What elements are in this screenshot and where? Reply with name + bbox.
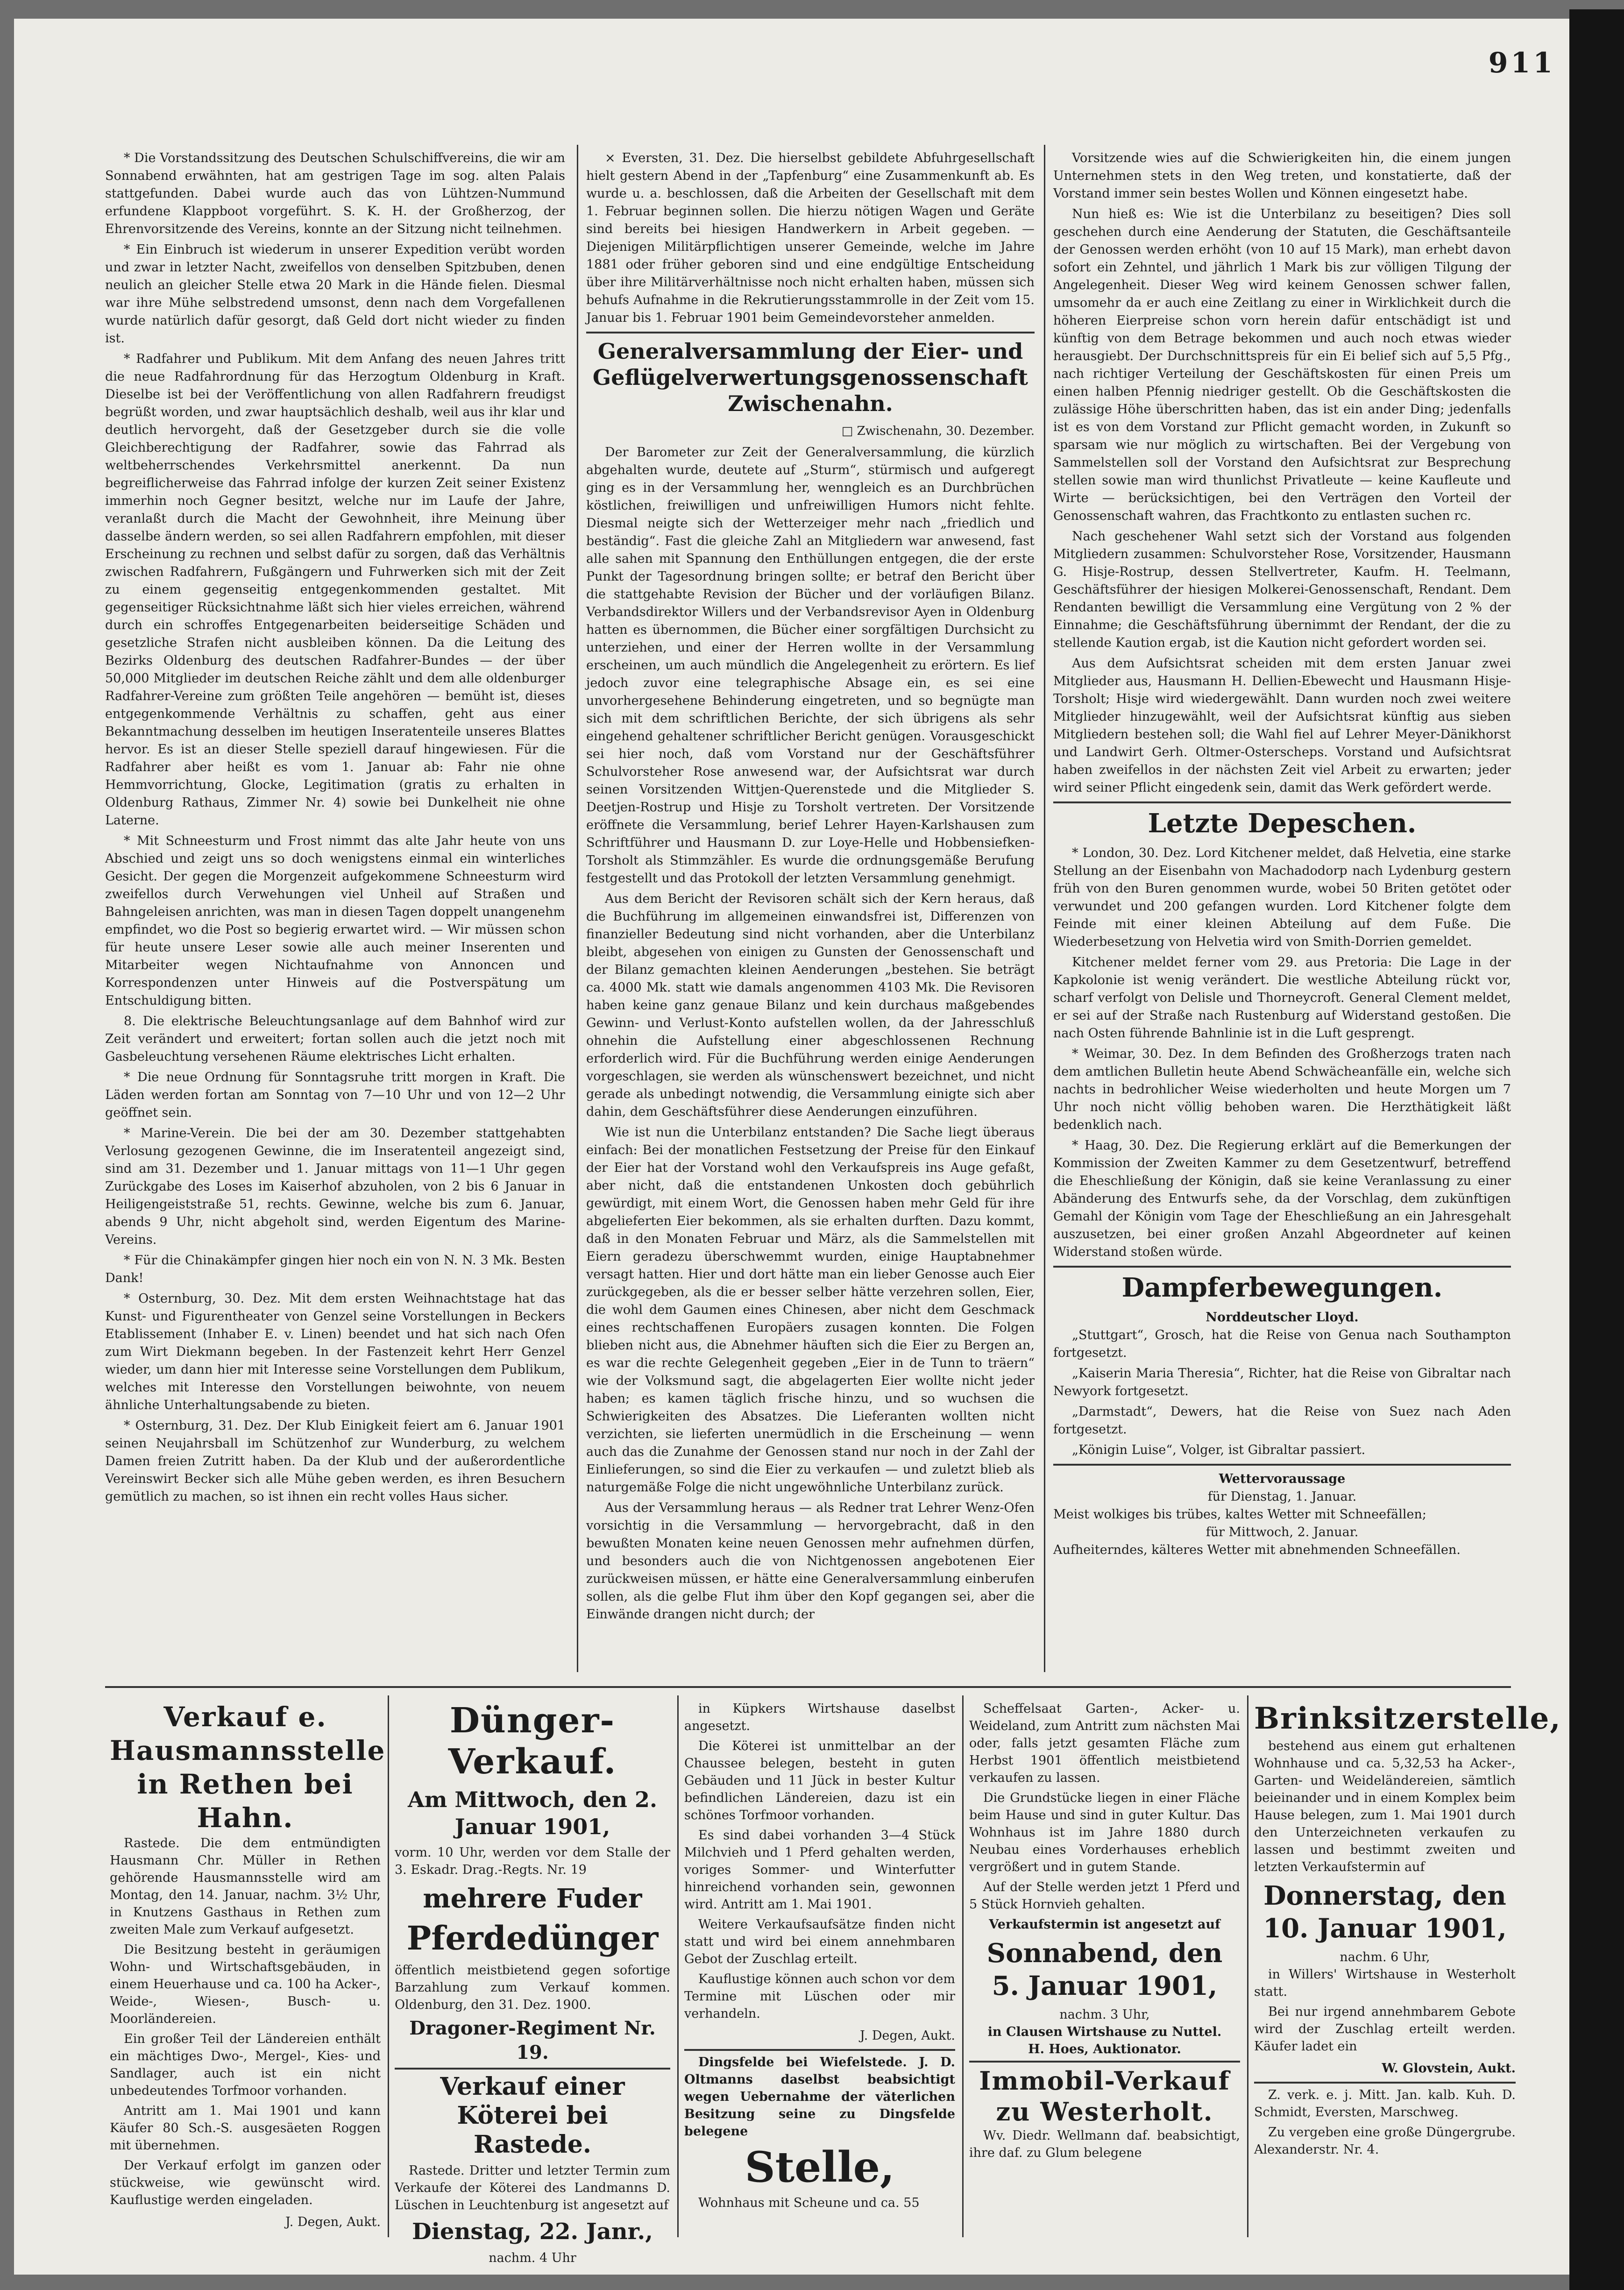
- ad-stelle-body: Dingsfelde bei Wiefelstede. J. D. Oltmanns daselbst beabsichtigt wegen Uebernahme der väterlichen Besitzung seine zu Dingsfelde belegene: [684, 2055, 955, 2139]
- article-genossenschaft-3: Nach geschehener Wahl setzt sich der Vorstand aus folgenden Mitgliedern zusammen: Schulvorsteher Rose, Vorsitzender, Hausmann G. Hisje-Rostrup, dessen Stellvertreter, Kaufm. H. Teelmann, Geschäftsführer der hiesigen Molkerei-Genossenschaft, Rendant. Dem Rendanten bewilligt die Versammlung eine Vergütung von 2 % der Einnahme; die Geschäftsführung übernimmt der Rendant, der die zu stellende Kaution ergab, ist die Kaution nicht gefordert worden sei.: [1053, 529, 1511, 650]
- ads-top-rule: [105, 1686, 1511, 1688]
- ad-dingsfelde-p2: Die Grundstücke liegen in einer Fläche beim Hause und sind in guter Kultur. Das Wohnhaus ist im Jahre 1880 durch Neubau eines Vorderhauses erheblich vergrößert und in gutem Stande.: [969, 1791, 1240, 1874]
- article-genossenschaft-2: Nun hieß es: Wie ist die Unterbilanz zu beseitigen? Dies soll geschehen durch eine Aenderung der Statuten, die Geschäftsanteile der Genossen werden erhöht (von 10 auf 15 Mark), man erhebt davon sofort ein Zehntel, und jährlich 1 Mark bis zur völligen Tilgung der Angelegenheit. Dieser Weg wird keinem Genossen schwer fallen, umsomehr da er auch eine Zeitlang zu einer in Wirklichkeit durch die höheren Eierpreise schon vorn herein dafür entschädigt ist und künftig von dem Betrage bekommen und auch noch etwas wieder herausgiebt. Der Durchschnittspreis für ein Ei belief sich auf 5,5 Pfg., nach richtiger Verteilung der Geschäftskosten für einen Preis um einen halben Pfennig niedriger gestellt. Ob die Geschäftskosten die zulässige Höhe überschritten haben, das ist ein ander Ding; jedenfalls ist es von dem Vorstand zur Pflicht gemacht worden, in Zukunft so sparsam wie nur möglich zu wirtschaften. Bei der Vergebung von Sammelstellen soll der Vorstand den Aufsichtsrat zur Besprechung stellen sowie man wird thunlichst Privatleute — keine Kaufleute und Wirte — berücksichtigen, bei den Verträgen den Vorteil der Genossenschaft wahren, das Frachtkonto zu entlasten suchen rc.: [1053, 207, 1511, 523]
- newspaper-page: [14, 19, 1569, 2275]
- ad-duenger-rule: [395, 2068, 670, 2070]
- ad-koeterei-p3: Es sind dabei vorhanden 3—4 Stück Milchvieh und 1 Pferd gehalten werden, voriges Sommer- und Winterfutter hinreichend vorhanden sein, gewonnen wird. Antritt am 1. Mai 1901.: [684, 1828, 955, 1912]
- ad-brinksitzerstelle-body: bestehend aus einem gut erhaltenen Wohnhause und ca. 5,32,53 ha Acker-, Garten- und Weideländereien, sämtlich beieinander und in einem Komplex beim Hause belegen, zum 1. Mai 1901 durch den Unterzeichneten verkaufen zu lassen und bestimmt zweiten und letzten Verkaufstermin auf: [1254, 1739, 1516, 1874]
- ad-koeterei-time: nachm. 4 Uhr: [489, 2251, 576, 2265]
- article-genossenschaft-1: Vorsitzende wies auf die Schwierigkeiten hin, die einem jungen Unternehmen stets in den Weg treten, und konstatierte, daß der Vorstand immer sein bestes Wollen und Können eingesetzt habe.: [1053, 151, 1511, 201]
- article-eversten: × Eversten, 31. Dez. Die hierselbst gebildete Abfuhrgesellschaft hielt gestern Abend in der „Tapfenburg“ eine Zusammenkunft ab. Es wurde u. a. beschlossen, daß die Arbeiten der Gesellschaft mit dem 1. Februar beginnen sollen. Die hierzu nötigen Wagen und Geräte sind bereits bei hiesigen Handwerkern in Arbeit gegeben. — Diejenigen Militärpflichtigen unserer Gemeinde, welche im Jahre 1881 oder früher geboren sind und eine endgültige Entscheidung über ihre Militärverhältnisse noch nicht erhalten haben, müssen sich behufs Aufnahme in die Rekrutierungsstammrolle in der Zeit vom 15. Januar bis 1. Februar 1901 beim Gemeindevorsteher anmelden.: [586, 151, 1035, 325]
- ad-stelle-body3: Wohnhaus mit Scheune und ca. 55: [698, 2196, 920, 2210]
- scanner-edge: [1569, 9, 1624, 2290]
- ad-koeterei-title: Verkauf einer Köterei bei Rastede.: [440, 2072, 625, 2159]
- article-beleuchtung: 8. Die elektrische Beleuchtungsanlage auf dem Bahnhof wird zur Zeit verändert und erweitert; fortan sollen auch die jetzt noch mit Gasbeleuchtung versehenen Räume elektrisches Licht erhalten.: [105, 1014, 565, 1064]
- ad-duenger-big1: mehrere Fuder: [423, 1883, 642, 1914]
- column-1: [105, 149, 565, 1672]
- ad-rule-3: [962, 1695, 964, 2237]
- section-rule: [1053, 1266, 1511, 1268]
- ad-brinksitzerstelle-body2: Bei nur irgend annehmbarem Gebote wird der Zuschlag erteilt werden. Käufer ladet ein: [1254, 2005, 1516, 2054]
- ad-small-kuh: Z. verk. e. j. Mitt. Jan. kalb. Kuh. D. Schmidt, Eversten, Marschweg.: [1254, 2088, 1516, 2120]
- ad-brinksitzerstelle-signature: W. Glovstein, Aukt.: [1382, 2061, 1516, 2076]
- ad-immobil-rule: [969, 2061, 1240, 2063]
- ship-darmstadt: „Darmstadt“, Dewers, hat die Reise von Suez nach Aden fortgesetzt.: [1053, 1404, 1511, 1437]
- ad-duenger-body: vorm. 10 Uhr, werden vor dem Stalle der 3. Eskadr. Drag.-Regts. Nr. 19: [395, 1845, 670, 1877]
- ad-koeterei-p1: in Küpkers Wirtshause daselbst angesetzt.: [684, 1702, 955, 1733]
- ad-brinksitzerstelle-title: Brinksitzerstelle,: [1254, 1701, 1561, 1736]
- ad-koeterei-p2: Die Köterei ist unmittelbar an der Chaussee belegen, besteht in guten Gebäuden und 11 Jück in bester Kultur befindlichen Ländereien, dazu ist ein schönes Torfmoor vorhanden.: [684, 1739, 955, 1822]
- ad-duenger: [395, 1700, 670, 2265]
- article-sonntagsruhe: * Die neue Ordnung für Sonntagsruhe tritt morgen in Kraft. Die Läden werden fortan am Sonntag von 7—10 Uhr und von 12—2 Uhr geöffnet sein.: [105, 1070, 565, 1120]
- ad-brinksitzerstelle-place: in Willers' Wirtshause in Westerholt statt.: [1254, 1967, 1516, 1999]
- ad-koeterei-p4: Weitere Verkaufsaufsätze finden nicht statt und wird bei einem annehmbaren Gebot der Zuschlag erteilt.: [684, 1917, 955, 1966]
- ad-hausmannsstelle: [110, 1700, 386, 2251]
- article-osternburg-2: * Osternburg, 31. Dez. Der Klub Einigkeit feiert am 6. Januar 1901 seinen Neujahrsball im Schützenhof zur Wunderburg, zu welchem Damen freien Zutritt haben. Da der Klub und der außerordentliche Vereinswirt Becker sich alle Mühe geben werden, es ihren Besuchern gemütlich zu machen, so ist ihnen ein recht volles Haus sicher.: [105, 1418, 565, 1504]
- weather-line-3: für Mittwoch, 2. Januar.: [1206, 1525, 1359, 1539]
- ad-koeterei-date: Dienstag, 22. Janr.,: [412, 2219, 653, 2245]
- headline-dampferbewegungen: Dampferbewegungen.: [1121, 1272, 1443, 1303]
- ad-immobil-title: Immobil-Verkauf zu Westerholt.: [979, 2066, 1230, 2127]
- ad-dingsfelde-p3: Auf der Stelle werden jetzt 1 Pferd und 5 Stück Hornvieh gehalten.: [969, 1880, 1240, 1912]
- article-generalversammlung-3: Wie ist nun die Unterbilanz entstanden? Die Sache liegt überaus einfach: Bei der monatlichen Festsetzung der Preise für den Einkauf der Eier hat der Vorstand wohl den Verkaufspreis ins Auge gefaßt, aber nicht, daß die entstandenen Unkosten doch gebührlich gewürdigt, mit einem Wort, die Genossen haben mehr Geld für ihre abgelieferten Eier bekommen, als sie erhalten durften. Dazu kommt, daß in den Monaten Februar und März, als die Sammelstellen mit Eiern geradezu überschwemmt wurden, einige Hauptabnehmer versagt hatten. Hier und dort hätte man ein lieber Genosse auch Eier zurückgegeben, als die er besser selber hätte verzehren sollen, Eier, die wohl dem Gaumen eines Chinesen, aber nicht dem Geschmack eines rechtschaffenen Europäers zusagen konnten. Die Folgen blieben nicht aus, die Abnehmer häuften sich die Eier zu Bergen an, es war die rechte Gelegenheit gegeben „Eier in de Tunn to träern“ wie der Volksmund sagt, die abgelagerten Eier wollte nicht jeder haben; es kamen täglich frische hinzu, und so wuchsen die Schwierigkeiten des Absatzes. Die Lieferanten wollten nicht verzichten, sie lieferten unermüdlich in die Erscheinung — wenn auch das die Zunahme der Genossen stand nur noch in der Zahl der Einlieferungen, so sind die Eier zu verkaufen — und zuletzt blieb als naturgemäße Folge die nicht ungewöhnliche Unterbilanz zurück.: [586, 1125, 1035, 1495]
- ad-dingsfelde-signature: H. Hoes, Auktionator.: [1028, 2042, 1181, 2056]
- column-3: [1053, 149, 1511, 1672]
- article-chinakaempfer: * Für die Chinakämpfer gingen hier noch ein von N. N. 3 Mk. Besten Dank!: [105, 1253, 565, 1285]
- ad-dingsfelde-time: nachm. 3 Uhr,: [1059, 2007, 1150, 2022]
- ad-duenger-date: Am Mittwoch, den 2. Januar 1901,: [408, 1787, 657, 1839]
- ad-stelle-rule: [684, 2049, 955, 2051]
- ad-koeterei-cont: [684, 1700, 955, 2251]
- article-schneesturm: * Mit Schneesturm und Frost nimmt das alte Jahr heute von uns Abschied und zeigt uns so doch wenigstens einmal ein winterliches Gesicht. Der gegen die Morgenzeit aufgekommene Schneesturm wird zweifellos durch Verwehungen viel Unheil auf Straßen und Bahngeleisen anrichten, was man in diesen Tagen doppelt unangenehm empfindet, wo die Post so begierig erwartet wird. — Wir müssen schon für heute unsere Leser sowie alle auch meiner Inserenten und Mitarbeiter wegen Nichtaufnahme von Annoncen und Korrespondenzen unter Hinweis auf die Postverspätung um Entschuldigung bitten.: [105, 834, 565, 1008]
- ad-brinksitzerstelle-time: nachm. 6 Uhr,: [1340, 1950, 1430, 1964]
- ad-rule-1: [388, 1695, 389, 2237]
- ad-duenger-title: Dünger-Verkauf.: [448, 1701, 617, 1782]
- ad-koeterei-signature: J. Degen, Aukt.: [859, 2028, 955, 2043]
- depesche-weimar: * Weimar, 30. Dez. In dem Befinden des Großherzogs traten nach dem amtlichen Bulletin heute Abend Schwächeanfälle ein, welche sich nachts in bedrohlicher Weise wiederholten und heute Morgen um 7 Uhr noch nicht völlig behoben waren. Die Herzthätigkeit läßt bedenklich nach.: [1053, 1047, 1511, 1132]
- ad-koeterei-p5: Kauflustige können auch schon vor dem Termine mit Lüschen oder mir verhandeln.: [684, 1972, 955, 2021]
- section-rule: [1053, 801, 1511, 803]
- article-radfahrer: * Radfahrer und Publikum. Mit dem Anfang des neuen Jahres tritt die neue Radfahrordnung für das Herzogtum Oldenburg in Kraft. Dieselbe ist bei der Veröffentlichung von allen Radfahrern freudigst begrüßt worden, und zwar hauptsächlich deshalb, weil aus ihr klar und deutlich hervorgeht, daß der Gesetzgeber durch sie die volle Gleichberechtigung der Radfahrer, sowie das Fahrrad als weltbeherrschendes Verkehrsmittel anerkennt. Da nun begreiflicherweise das Fahrrad infolge der kurzen Zeit seiner Existenz immerhin noch Gegner besitzt, welche nur im Laufe der Jahre, veranlaßt durch die Macht der Gewohnheit, ihre Meinung über dasselbe ändern werden, so sei allen Radfahrern empfohlen, mit dieser Erscheinung zu rechnen und selbst dafür zu sorgen, daß das Verhältnis zwischen Radfahrern, Fußgängern und Fuhrwerken sich mit der Zeit zu einem gegenseitig entgegenkommenden gestaltet. Mit gegenseitiger Rücksichtnahme läßt sich hier vieles erreichen, während durch ein schroffes Entgegenarbeiten beiderseitige Schäden und gesetzliche Strafen nicht ausbleiben können. Da die Leitung des Bezirks Oldenburg des deutschen Radfahrer-Bundes — der über 50,000 Mitglieder im deutschen Reiche zählt und dem alle oldenburger Radfahrer-Vereine zum größten Teile angehören — bemüht ist, dieses entgegenkommende Verhältnis zu schaffen, geht aus einer Bekanntmachung desselben im heutigen Inseratenteile unseres Blattes hervor. Es ist an dieser Stelle speziell darauf hingewiesen. Für die Radfahrer aber heißt es vom 1. Januar ab: Fahr nie ohne Hemmvorrichtung, Glocke, Legitimation (gratis zu erhalten in Oldenburg Rathaus, Zimmer Nr. 4) sowie bei Dunkelheit nie ohne Laterne.: [105, 352, 565, 828]
- dateline-zwischenahn: □ Zwischenahn, 30. Dezember.: [841, 424, 1035, 438]
- depesche-london: * London, 30. Dez. Lord Kitchener meldet, daß Helvetia, eine starke Stellung an der Eisenbahn von Machadodorp nach Lydenburg gestern früh von den Buren genommen wurde, wobei 50 Briten getötet oder verwundet und 200 gefangen wurden. Lord Kitchener folgte dem Feinde mit einer kleinen Abteilung auf dem Fuße. Die Wiederbesetzung von Helvetia wird von Smith-Dorrien gemeldet.: [1053, 846, 1511, 949]
- ad-duenger-body2: öffentlich meistbietend gegen sofortige Barzahlung zum Verkauf kommen. Oldenburg, den 31. Dez. 1900.: [395, 1963, 670, 2012]
- column-rule-2: [1044, 145, 1045, 1672]
- article-marine-verein: * Marine-Verein. Die bei der am 30. Dezember stattgehabten Verlosung gezogenen Gewinne, die im Inseratenteil angezeigt sind, sind am 31. Dezember und 1. Januar mittags von 11—1 Uhr gegen Zurückgabe des Loses im Kaiserhof abzuholen, von 2 bis 6 Januar in Heiligengeiststraße 51, rechts. Gewinne, welche bis zum 6. Januar, abends 9 Uhr, nicht abgeholt sind, werden Eigentum des Marine-Vereins.: [105, 1126, 565, 1247]
- column-rule-1: [577, 145, 578, 1672]
- weather-title: Wettervoraussage: [1219, 1472, 1346, 1486]
- section-rule: [586, 332, 1035, 333]
- ad-rule-2: [677, 1695, 679, 2237]
- section-rule: [1053, 1464, 1511, 1466]
- ad-stelle-big: Stelle,: [745, 2142, 895, 2192]
- article-osternburg-1: * Osternburg, 30. Dez. Mit dem ersten Weihnachtstage hat das Kunst- und Figurentheater von Genzel seine Vorstellungen in Beckers Etablissement (Inhaber E. v. Linen) beendet und hat sich nach Ofen zum Wirt Diekmann begeben. In der Fastenzeit kehrt Herr Genzel wieder, um dann hier mit Interesse seine Vorstellungen dem Publikum, welches mit Interesse den Vorstellungen beiwohnte, von neuem ähnliche Unterhaltungsabende zu bieten.: [105, 1291, 565, 1412]
- ad-hausmannsstelle-title: Verkauf e. Hausmannsstelle in Rethen bei Hahn.: [110, 1701, 386, 1834]
- article-generalversammlung-1: Der Barometer zur Zeit der Generalversammlung, die kürzlich abgehalten wurde, deutete auf „Sturm“, stürmisch und aufgeregt ging es in der Versammlung her, wenngleich es an Durchbrüchen köstlichen, freiwilligen und unfreiwilligen Humors nicht fehlte. Diesmal neigte sich der Wetterzeiger mehr nach „friedlich und beständig“. Fast die gleiche Zahl an Mitgliedern war anwesend, fast alle sahen mit Spannung den Enthüllungen entgegen, die der erste Punkt der Tagesordnung bringen sollte; er betraf den Bericht über die stattgehabte Revision der Bücher und der vorläufigen Bilanz. Verbandsdirektor Willers und der Verbandsrevisor Ayen in Oldenburg hatten es übernommen, die Bücher einer sorgfältigen Durchsicht zu unterziehen, und einer der Herren wollte in der Versammlung erscheinen, um auch mündlich die Angelegenheit zu erörtern. Es lief jedoch zuvor eine telegraphische Absage ein, es sei eine unvorhergesehene Behinderung eingetreten, und so begnügte man sich mit dem schriftlichen Berichte, der sich übrigens als sehr eingehend gehaltener schriftlicher Bericht genügen. Vorausgeschickt sei hier noch, daß vom Vorstand nur der Geschäftsführer Schulvorsteher Rose anwesend war, der Aufsichtsrat war durch seinen Vorsitzenden Wittjen-Querenstede und die Mitglieder S. Deetjen-Rostrup und Hisje zu Torsholt vertreten. Der Vorsitzende eröffnete die Versammlung, berief Lehrer Hayen-Karlshausen zum Schriftführer und Hausmann D. zur Loye-Helle und Hobbensiefken-Torsholt als Stimmzähler. Es wurde die ordnungsgemäße Berufung festgestellt und das Protokoll der letzten Versammlung genehmigt.: [586, 445, 1035, 886]
- ad-small-duengergrube: Zu vergeben eine große Düngergrube. Alexanderstr. Nr. 4.: [1254, 2125, 1516, 2157]
- ad-dingsfelde-date: Sonnabend, den 5. Januar 1901,: [986, 1938, 1223, 2001]
- headline-letzte-depeschen: Letzte Depeschen.: [1148, 808, 1417, 839]
- ad-rule-4: [1247, 1695, 1248, 2237]
- page-number: 911: [1488, 47, 1555, 79]
- article-genossenschaft-4: Aus dem Aufsichtsrat scheiden mit dem ersten Januar zwei Mitglieder aus, Hausmann H. Dellien-Ebewecht und Hausmann Hisje-Torsholt; Hisje wird wiedergewählt. Dann wurden noch zwei weitere Mitglieder hinzugewählt, weil der Aufsichtsrat künftig aus sieben Mitgliedern bestehen soll; die Wahl fiel auf Lehrer Meyer-Dänikhorst und Landwirt Gerh. Oltmer-Osterscheps. Vorstand und Aufsichtsrat haben zweifellos in der nächsten Zeit viel Arbeit zu erwarten; jeder wird seiner Pflicht eingedenk sein, damit das Werk gefördert werde.: [1053, 656, 1511, 795]
- ship-koenigin-luise: „Königin Luise“, Volger, ist Gibraltar passiert.: [1072, 1443, 1366, 1457]
- ad-hausmannsstelle-p3: Ein großer Teil der Ländereien enthält ein mächtiges Dwo-, Mergel-, Kies- und Sandlager, auch ist ein nicht unbedeutendes Torfmoor vorhanden.: [110, 2032, 381, 2098]
- ad-dingsfelde-cont: [969, 1700, 1240, 2251]
- subhead-lloyd: Norddeutscher Lloyd.: [1206, 1310, 1359, 1325]
- ad-hausmannsstelle-p5: Der Verkauf erfolgt im ganzen oder stückweise, wie gewünscht wird. Kauflustige werden eingeladen.: [110, 2158, 381, 2207]
- depesche-haag: * Haag, 30. Dez. Die Regierung erklärt auf die Bemerkungen der Kommission der Zweiten Kammer zu dem Gesetzentwurf, betreffend die Eheschließung der Königin, daß sie keine Veranlassung zu einer Abänderung des Entwurfs sehe, da der Vorschlag, dem zukünftigen Gemahl der Königin vom Tage der Eheschließung an ein Jahresgehalt auszusetzen, bei einer großen Anzahl Abgeordneter auf keinen Widerstand stoßen würde.: [1053, 1138, 1511, 1259]
- ad-hausmannsstelle-p4: Antritt am 1. Mai 1901 und kann Käufer 80 Sch.-S. ausgesäeten Roggen mit übernehmen.: [110, 2104, 381, 2153]
- ad-dingsfelde-p1: Scheffelsaat Garten-, Acker- u. Weideland, zum Antritt zum nächsten Mai oder, falls jetzt gesamten Fläche zum Herbst 1901 öffentlich meistbietend verkaufen zu lassen.: [969, 1702, 1240, 1785]
- depesche-kitchener: Kitchener meldet ferner vom 29. aus Pretoria: Die Lage in der Kapkolonie ist wenig verändert. Die westliche Abteilung rückt vor, scharf verfolgt von Delisle und Thorneycroft. General Clement meldet, er sei auf der Straße nach Rustenburg auf Widerstand gestoßen. Die nach Osten führende Bahnlinie ist in die Luft gesprengt.: [1053, 955, 1511, 1041]
- weather-line-4: Aufheiterndes, kälteres Wetter mit abnehmenden Schneefällen.: [1053, 1543, 1461, 1557]
- article-schulschiffverein: * Die Vorstandssitzung des Deutschen Schulschiffvereins, die wir am Sonnabend erwähnten, hat am gestrigen Tage im sog. alten Palais stattgefunden. Dabei wurde auch das von Lühtzen-Nummund erfundene Klappboot vorgeführt. S. K. H. der Großherzog, der Ehrenvorsitzende des Vereins, konnte an der Sitzung nicht teilnehmen.: [105, 151, 565, 236]
- headline-generalversammlung: Generalversammlung der Eier- und Geflügelverwertungsgenossenschaft Zwischenahn.: [592, 339, 1028, 416]
- weather-line-2: Meist wolkiges bis trübes, kaltes Wetter mit Schneefällen;: [1053, 1507, 1426, 1522]
- weather-line-1: für Dienstag, 1. Januar.: [1207, 1489, 1357, 1504]
- article-generalversammlung-2: Aus dem Bericht der Revisoren schält sich der Kern heraus, daß die Buchführung im allgemeinen einwandsfrei ist, Differenzen von finanzieller Bedeutung sind nicht vorhanden, aber die Unterbilanz bleibt, abgesehen von einigen zu Gunsten der Genossenschaft und der Bilanz gemachten kleinen Aenderungen „bestehen. Sie beträgt ca. 4000 Mk. statt wie damals angenommen 4103 Mk. Die Revisoren haben keine ganz genaue Bilanz und kein durchaus maßgebendes Gewinn- und Verlust-Konto aufstellen wollen, da der Jahresschluß ohnehin die Aufstellung einer abgeschlossenen Rechnung erforderlich wird. Für die Buchführung werden einige Aenderungen vorgeschlagen, sie werden als wünschenswert bezeichnet, und nicht gerade als unbedingt notwendig, die Versammlung einigte sich aber dahin, dem Geschäftsführer diese Aenderungen einzuführen.: [586, 892, 1035, 1119]
- ship-kaiserin: „Kaiserin Maria Theresia“, Richter, hat die Reise von Gibraltar nach Newyork fortgesetzt.: [1053, 1366, 1511, 1398]
- article-einbruch: * Ein Einbruch ist wiederum in unserer Expedition verübt worden und zwar in letzter Nacht, zweifellos von denselben Spitzbuben, denen neulich an gleicher Stelle etwa 20 Mark in die Hände fielen. Diesmal war ihre Mühe selbstredend umsonst, denn nach dem Vorgefallenen wurde natürlich dafür gesorgt, daß Geld dort nicht wieder zu finden ist.: [105, 242, 565, 346]
- ad-hausmannsstelle-p1: Rastede. Die dem entmündigten Hausmann Chr. Müller in Rethen gehörende Hausmannsstelle wird am Montag, den 14. Januar, nachm. 3½ Uhr, in Knutzens Gasthaus in Rethen zum zweiten Male zum Verkauf aufgesetzt.: [110, 1836, 381, 1937]
- ad-koeterei-body: Rastede. Dritter und letzter Termin zum Verkaufe der Köterei des Landmanns D. Lüschen in Leuchtenburg ist angesetzt auf: [395, 2163, 670, 2212]
- ship-stuttgart: „Stuttgart“, Grosch, hat die Reise von Genua nach Southampton fortgesetzt.: [1053, 1328, 1511, 1360]
- column-2: [586, 149, 1035, 1672]
- ad-dingsfelde-term: Verkaufstermin ist angesetzt auf: [989, 1917, 1220, 1932]
- ad-duenger-signature: Dragoner-Regiment Nr. 19.: [409, 2017, 656, 2063]
- ad-hausmannsstelle-p2: Die Besitzung besteht in geräumigen Wohn- und Wirtschaftsgebäuden, in einem Heuerhause und ca. 100 ha Acker-, Weide-, Wiesen-, Busch- u. Moorländereien.: [110, 1943, 381, 2026]
- article-generalversammlung-4: Aus der Versammlung heraus — als Redner trat Lehrer Wenz-Ofen vorsichtig in die Versammlung — hervorgebracht, daß in den bewußten Monaten keine neuen Genossen mehr aufnehmen dürfen, und besonders auch die von Nichtgenossen angebotenen Eier zurückweisen müssen, er hätte eine Generalversammlung einberufen sollen, als die gelbe Flut ihm über den Kopf gegangen sei, aber die Einwände drangen nicht durch; der: [586, 1501, 1035, 1622]
- ad-duenger-big2: Pferdedünger: [406, 1919, 659, 1957]
- ad-immobil-body: Wv. Diedr. Wellmann daf. beabsichtigt, ihre daf. zu Glum belegene: [969, 2128, 1240, 2160]
- ad-brinksitzerstelle-date: Donnerstag, den 10. Januar 1901,: [1263, 1880, 1507, 1944]
- ad-dingsfelde-place: in Clausen Wirtshause zu Nuttel.: [987, 2025, 1222, 2039]
- ad-small-rule: [1254, 2082, 1516, 2084]
- ad-hausmannsstelle-signature: J. Degen, Aukt.: [285, 2215, 381, 2229]
- ad-brinksitzerstelle: [1254, 1700, 1561, 2251]
